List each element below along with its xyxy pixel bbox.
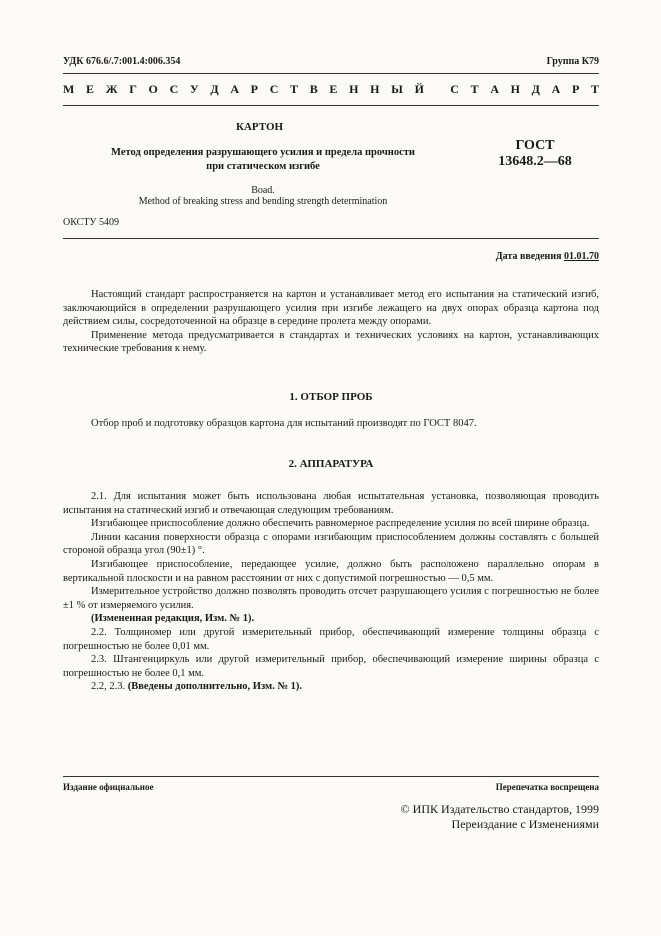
official-edition: Издание официальное bbox=[63, 782, 154, 792]
footer-rule bbox=[63, 776, 599, 777]
title-rule bbox=[63, 238, 599, 239]
band-letter: Н bbox=[370, 82, 380, 96]
section2-addition-note bbox=[63, 680, 599, 694]
header-rule-bottom bbox=[63, 105, 599, 106]
section2-title: 2. АППАРАТУРА bbox=[288, 458, 374, 470]
band-letter: Й bbox=[414, 82, 424, 96]
addition-note-text: (Введены дополнительно, Изм. № 1). bbox=[127, 681, 302, 693]
band-letter: Т bbox=[290, 82, 299, 96]
band-letter: С bbox=[269, 82, 279, 96]
udk-code: УДК 676.6/.7:001.4:006.354 bbox=[63, 56, 181, 67]
title-en-line1: Boad. bbox=[251, 185, 275, 196]
header-rule-top bbox=[63, 73, 599, 74]
intro-date-value: 01.01.70 bbox=[564, 251, 599, 262]
band-letter: Г bbox=[129, 82, 137, 96]
band-letter: С bbox=[169, 82, 179, 96]
band-letter: Н bbox=[510, 82, 520, 96]
band-letter: В bbox=[309, 82, 318, 96]
method-title-ru-line2: при статическом изгибе bbox=[206, 161, 320, 172]
gost-code: 13648.2—68 bbox=[498, 154, 572, 169]
intro-date-label: Дата введения bbox=[495, 251, 564, 262]
intro-paragraph-1: Настоящий стандарт распространяется на картон и устанавливает метод его испытания на статический изгиб, заключающийся в определении разрушающего усилия при изгибе лежащего на двух опорах образца картона под действием силы, сосредоточенной на образце в середине пролета между опорами. bbox=[63, 289, 599, 328]
section2-paragraph-4: Изгибающее приспособление, передающее усилие, должно быть расположено параллельно опорам в вертикальной плоскости и на равном расстоянии от них с допустимой погрешностью — 0,5 мм. bbox=[63, 558, 599, 584]
section1-title: 1. ОТБОР ПРОБ bbox=[289, 391, 373, 403]
intro-text bbox=[63, 288, 599, 356]
band-letter: М bbox=[63, 82, 75, 96]
intro-date bbox=[496, 251, 599, 262]
section1-paragraph: Отбор проб и подготовку образцов картона для испытаний производят по ГОСТ 8047. bbox=[91, 418, 477, 429]
addition-note-number: 2.2, 2.3. bbox=[91, 681, 128, 693]
copyright-block bbox=[401, 802, 599, 832]
band-letter: О bbox=[148, 82, 158, 96]
method-title-ru-line1: Метод определения разрушающего усилия и предела прочности bbox=[111, 147, 415, 158]
band-letter: Н bbox=[349, 82, 359, 96]
revision-note: (Измененная редакция, Изм. № 1). bbox=[91, 613, 255, 625]
band-letter: Е bbox=[329, 82, 338, 96]
band-letter: Е bbox=[86, 82, 95, 96]
band-letter: Т bbox=[590, 82, 599, 96]
material-title: КАРТОН bbox=[236, 121, 284, 133]
band-letter: Т bbox=[470, 82, 479, 96]
band-letter: У bbox=[189, 82, 199, 96]
gost-number bbox=[470, 138, 600, 170]
band-letter: С bbox=[450, 82, 459, 96]
intro-paragraph-2: Применение метода предусматривается в стандартах и технических условиях на картон, устанавливающих технические требования к нему. bbox=[63, 329, 599, 355]
band-letter: А bbox=[551, 82, 561, 96]
band-letter: Ы bbox=[391, 82, 403, 96]
band-letter: А bbox=[230, 82, 239, 96]
section2-paragraph-1: 2.1. Для испытания может быть использована любая испытательная установка, позволяющая проводить испытания на статический изгиб и отвечающая следующим требованиям. bbox=[63, 491, 599, 516]
section1-text bbox=[63, 417, 599, 431]
band-letter: Р bbox=[571, 82, 580, 96]
title-en-line2: Method of breaking stress and bending strength determination bbox=[138, 196, 388, 207]
interstate-standard-band bbox=[63, 82, 599, 97]
band-letter: Р bbox=[250, 82, 259, 96]
reissue-line: Переиздание с Изменениями bbox=[451, 817, 599, 831]
band-letter: Ж bbox=[105, 82, 118, 96]
gost-label: ГОСТ bbox=[515, 138, 555, 153]
method-title-ru bbox=[63, 146, 463, 174]
band-letter bbox=[436, 82, 439, 97]
copyright-line: © ИПК Издательство стандартов, 1999 bbox=[400, 802, 599, 816]
section2-paragraph-2-2: 2.2. Толщиномер или другой измерительный прибор, обеспечивающий измерение толщины образца с погрешностью не более 0,01 мм. bbox=[63, 626, 599, 652]
section2-paragraph-2-3: 2.3. Штангенциркуль или другой измерительный прибор, обеспечивающий измерение ширины образца с погрешностью не более 0,1 мм. bbox=[63, 654, 599, 679]
band-letter: А bbox=[490, 82, 499, 96]
section2-text bbox=[63, 490, 599, 694]
section2-paragraph-3: Линии касания поверхности образца с опорами изгибающим приспособлением должны составлять с большей стороной образца угол (90±1) °. bbox=[63, 531, 599, 557]
band-letter: Д bbox=[531, 82, 540, 96]
band-letter: Д bbox=[210, 82, 219, 96]
section2-paragraph-5: Измерительное устройство должно позволять проводить отсчет разрушающего усилия с погрешностью не более ±1 % от измеряемого усилия. bbox=[63, 586, 599, 611]
reprint-prohibited: Перепечатка воспрещена bbox=[495, 782, 599, 792]
section2-paragraph-2: Изгибающее приспособление должно обеспечить равномерное распределение усилия по всей ширине образца. bbox=[91, 518, 590, 530]
oksty-code: ОКСТУ 5409 bbox=[63, 217, 120, 228]
group-code: Группа К79 bbox=[546, 56, 599, 67]
